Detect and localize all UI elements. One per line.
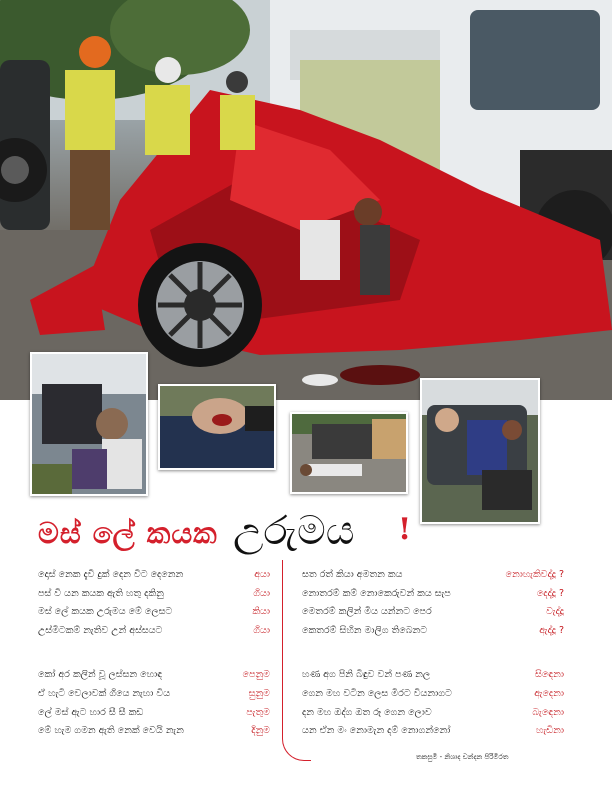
verse-rhyme: ඇද්දූ ? [539, 624, 564, 636]
stanza-2 [38, 666, 270, 740]
verse-rhyme: කියා [252, 606, 270, 618]
verse-rhyme: බැඳෙනා [532, 706, 564, 718]
verse-rhyme: ගියා [253, 587, 270, 599]
verse-text: ලේ මස් ඇට හාර සී සී කඩ [38, 706, 144, 718]
verse-text: ඒ හැටි වෙලාවක් ගියෙ නැහා විය [38, 687, 171, 699]
verse-rhyme: ඇදෙනා [534, 687, 564, 699]
stanza-3 [302, 566, 564, 640]
verse-text: කෙතරම් සිහින මාලිග තිබෙනට [302, 624, 428, 636]
thumbnail-photo-2 [158, 384, 276, 470]
verse-text: හණ අග පිනි බිඳුව වන් පණ නල [302, 669, 431, 681]
verse-text: උස්මිටකම් නැතිව උන් අස්සයට [38, 624, 163, 636]
verse-rhyme: ගියා [253, 624, 270, 636]
stanza-4 [302, 666, 564, 740]
verse-rhyme: පෙනුම [242, 669, 270, 681]
verse-line [38, 622, 270, 641]
verse-text: මස් ලේ කයක උරුමය මේ ලෙසට [38, 606, 173, 618]
verse-text: මෙතරම් කලින් මිය යන්නට පෙර [302, 606, 432, 618]
title-main-text: මස් ලේ කයක [38, 516, 218, 550]
verse-line [302, 685, 564, 704]
verse-text: මේ හැම ගමන ඇති නෙක් වෙයි නැන [38, 725, 184, 737]
verse-line [302, 585, 564, 604]
verse-line [38, 585, 270, 604]
verse-text: දොස් නෙක දැවී දුක් දෙන වීට දෙනෙන [38, 569, 184, 580]
title-exclamation: ! [398, 512, 412, 547]
verse-rhyme: දිනුම [251, 725, 270, 737]
verse-line [38, 666, 270, 685]
verse-line [302, 722, 564, 741]
verse-rhyme: වැද්දූ [546, 606, 564, 618]
verse-rhyme: හැඩිනා [535, 725, 564, 737]
thumbnail-1-illustration [32, 354, 146, 494]
verse-line [302, 603, 564, 622]
verse-text: ගෙන මහ වටින ලෙස මිරට වියනාගට [302, 687, 452, 699]
verse-rhyme: සුනුම [248, 687, 270, 699]
verse-text: දන මහ ඔද්ග ඔත රූ ගෙන ලොව [302, 706, 432, 718]
verse-line [302, 704, 564, 723]
verse-line [38, 566, 270, 585]
thumbnail-photo-4 [420, 378, 540, 524]
verse-rhyme: පැතුම [246, 706, 270, 718]
poem-title [38, 508, 598, 568]
poem-right-column [302, 566, 564, 767]
title-script-word: උරුමය [233, 508, 355, 554]
verse-rhyme: දෙද්දූ ? [536, 587, 564, 599]
verse-rhyme: සිඳෙනා [535, 669, 564, 681]
poem-left-column [38, 566, 270, 767]
verse-line [38, 603, 270, 622]
verse-rhyme: අයා [254, 569, 270, 580]
verse-line [38, 722, 270, 741]
author-credit: තකසුමි - නිශාද චන්දන පිරිමිරත [416, 753, 509, 761]
verse-line [302, 666, 564, 685]
verse-line [38, 685, 270, 704]
thumbnail-photo-3 [290, 412, 408, 494]
verse-line [302, 622, 564, 641]
verse-line [38, 704, 270, 723]
verse-text: සත රත් කියා අමතන කය [302, 569, 403, 580]
verse-text: පස් වී යන කයක ඇති හතු දකිනු [38, 587, 164, 599]
thumbnail-2-illustration [160, 386, 274, 468]
verse-text: නොතරම් කම් නොකෙරුවන් කය සැප [302, 587, 451, 599]
thumbnail-4-illustration [422, 380, 538, 522]
stanza-1 [38, 566, 270, 640]
thumbnail-photo-1 [30, 352, 148, 496]
verse-line [302, 566, 564, 585]
thumbnail-3-illustration [292, 414, 406, 492]
verse-text: යන ඒන මං නොමැන දම් නොගන්නෝ [302, 725, 451, 737]
verse-text: කෝ අර කලින් වූ ලස්සන හොඳ [38, 669, 163, 681]
verse-rhyme: නොහැකිවද්දූ ? [505, 569, 564, 580]
